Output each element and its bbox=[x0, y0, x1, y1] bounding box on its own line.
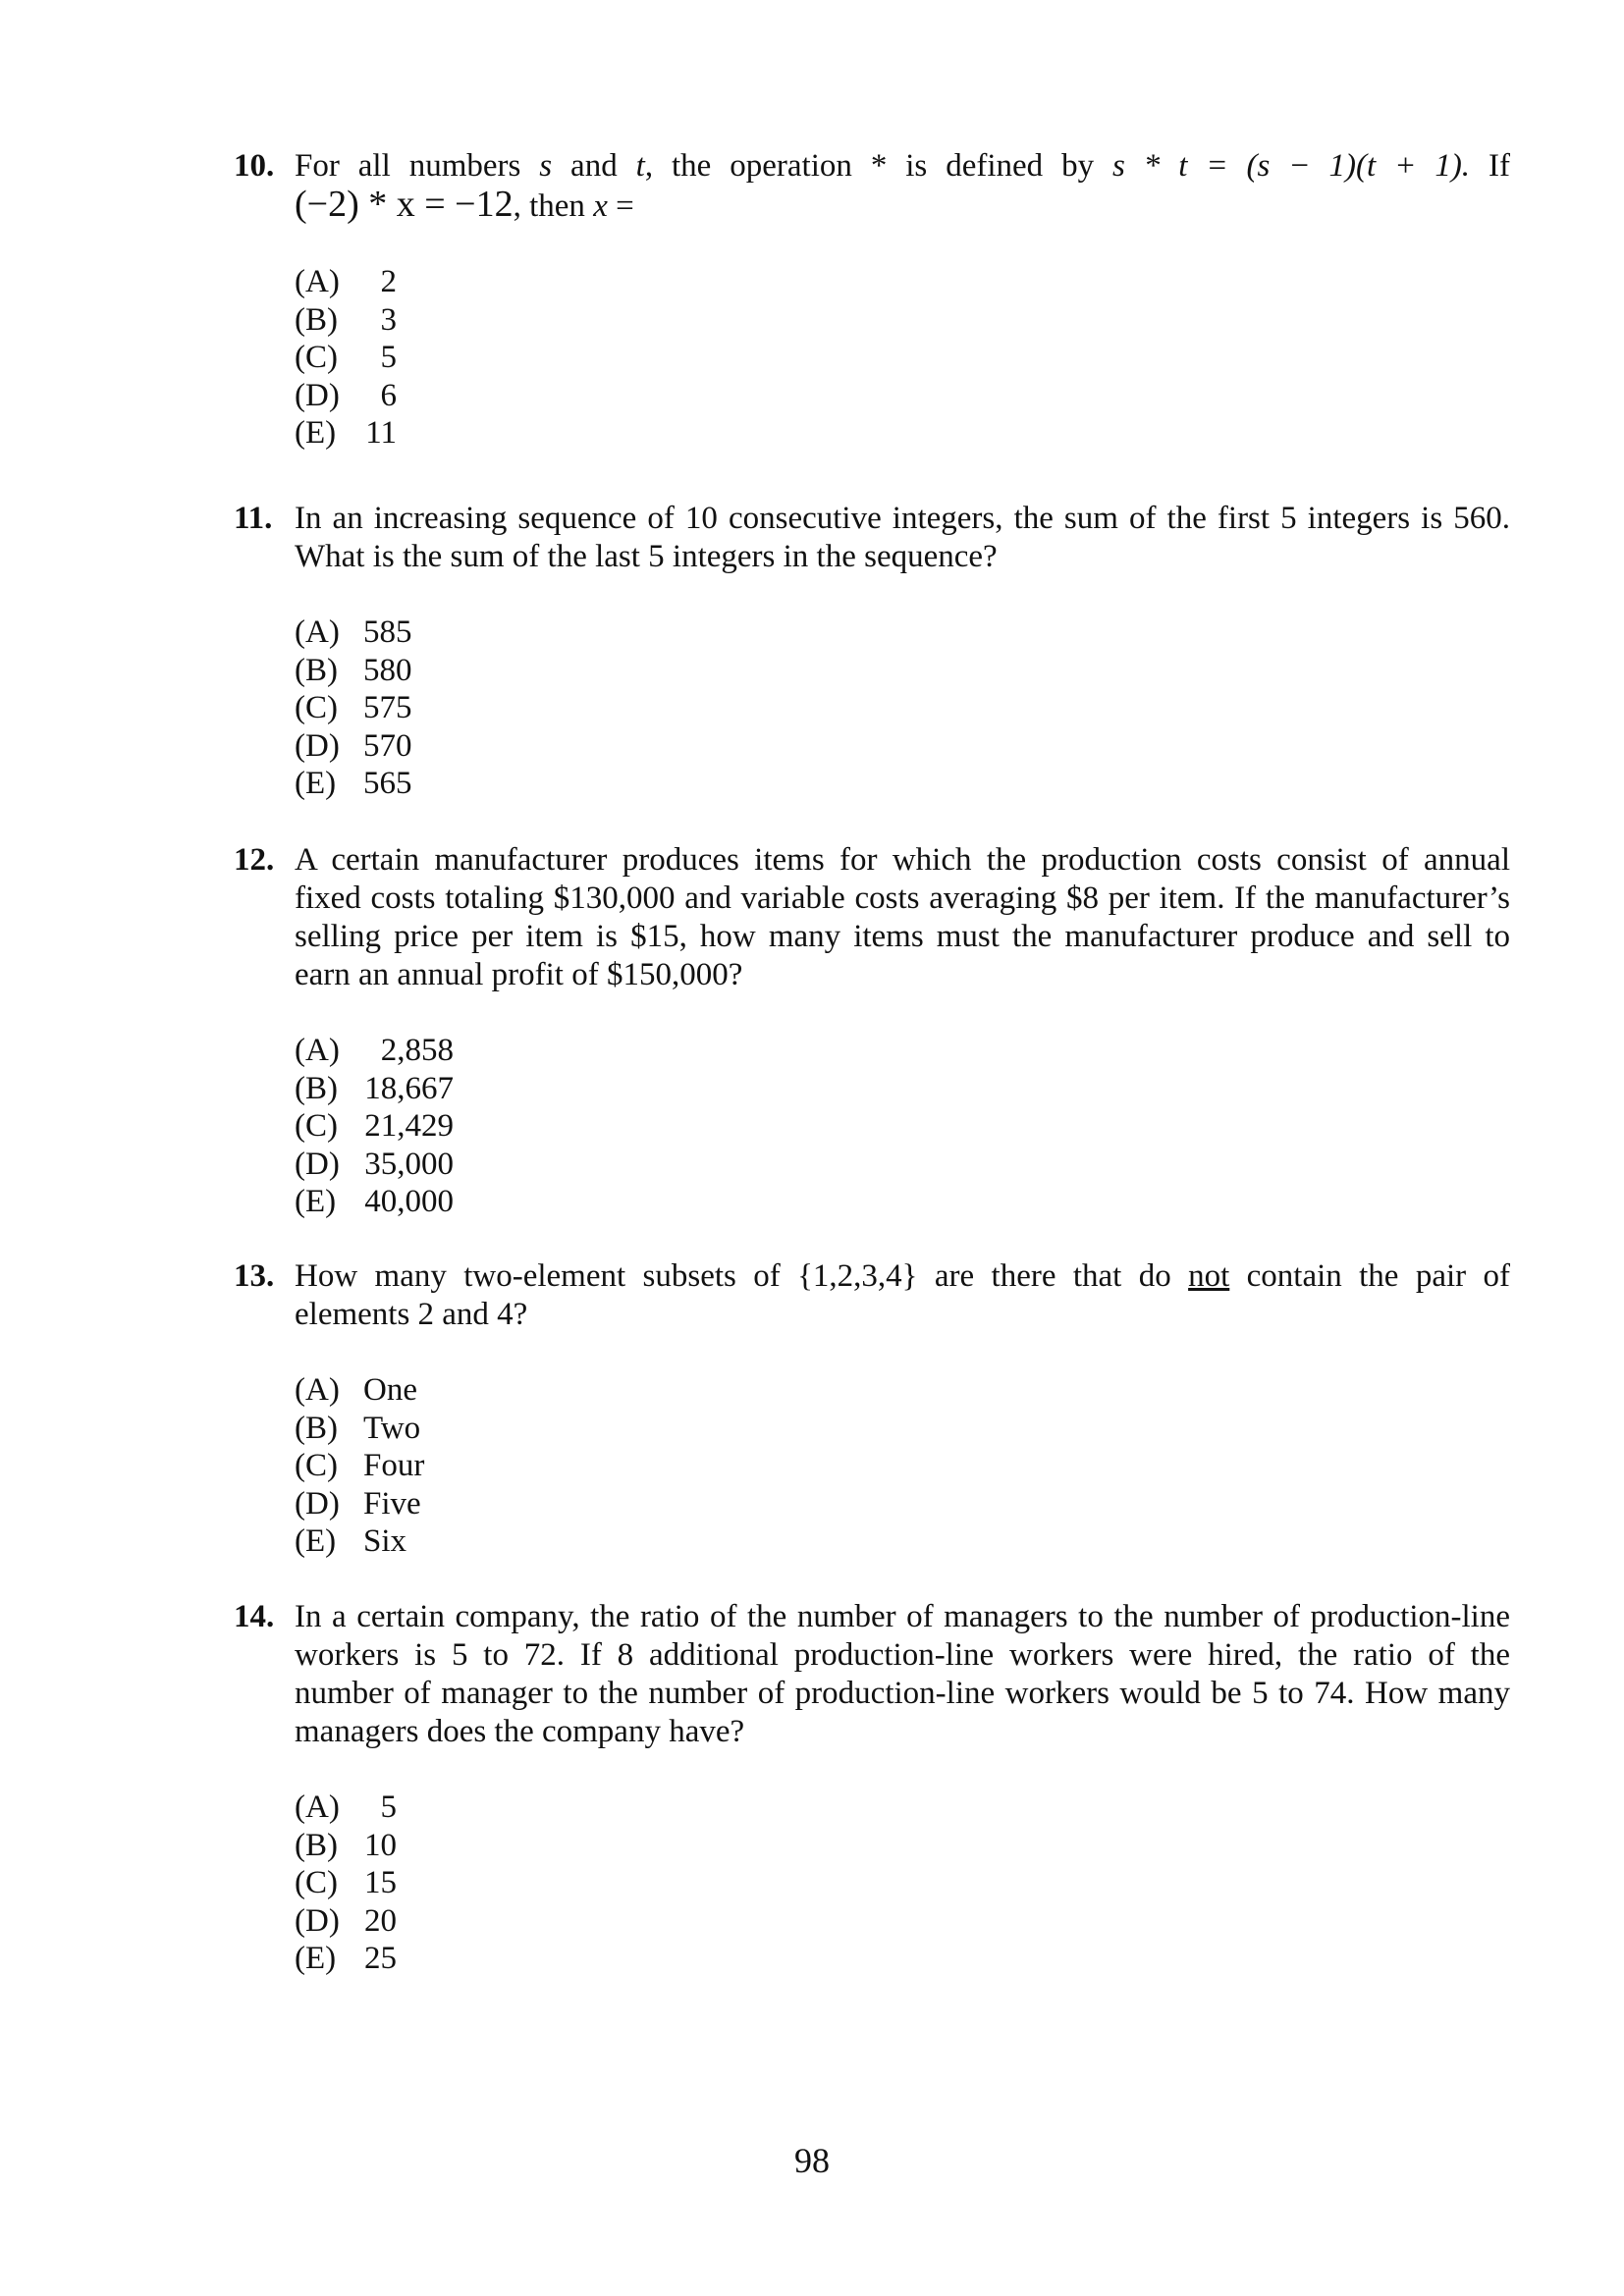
question-text bbox=[295, 500, 1510, 576]
math-expression: (−2) * x = −12 bbox=[295, 184, 514, 225]
answer-option: (D) 20 bbox=[295, 1902, 397, 1939]
answer-option: (E) 40,000 bbox=[295, 1184, 454, 1219]
question-line: elements 2 and 4? bbox=[295, 1297, 528, 1332]
answer-option: (E) Six bbox=[295, 1523, 407, 1559]
question-number: 14. bbox=[234, 1599, 275, 1634]
question-number: 11. bbox=[234, 501, 273, 536]
answer-option: (C) 5 bbox=[295, 340, 397, 375]
answer-option: (E) 565 bbox=[295, 766, 412, 801]
question-line: In an increasing sequence of 10 consecutive integers, the sum of the first 5 integers is 560. bbox=[295, 501, 1510, 536]
answer-options bbox=[295, 1789, 1510, 1978]
question-text bbox=[295, 147, 1510, 226]
question-text bbox=[295, 1598, 1510, 1751]
question-line: In a certain company, the ratio of the number of managers to the number of production-line bbox=[295, 1599, 1510, 1634]
answer-option: (C) 15 bbox=[295, 1865, 397, 1900]
answer-option: (C) 21,429 bbox=[295, 1108, 454, 1144]
question-line: selling price per item is $15, how many items must the manufacturer produce and sell to bbox=[295, 919, 1510, 954]
emphasis-underline: not bbox=[1188, 1258, 1230, 1294]
page-number: 98 bbox=[794, 2141, 830, 2180]
answer-option: (A) 585 bbox=[295, 614, 412, 650]
answer-option: (D) 6 bbox=[295, 377, 397, 413]
answer-options bbox=[295, 1371, 1510, 1561]
answer-option: (C) 575 bbox=[295, 690, 412, 725]
answer-option: (B) 18,667 bbox=[295, 1070, 454, 1106]
question-10 bbox=[234, 147, 1510, 453]
answer-option: (B) 580 bbox=[295, 652, 412, 688]
question-text bbox=[295, 841, 1510, 994]
question-line: How many two-element subsets of {1,2,3,4} are there that do not contain the pair of bbox=[295, 1258, 1510, 1294]
question-line: For all numbers s and t, the operation * is defined by s * t = (s − 1)(t + 1). If bbox=[295, 148, 1510, 184]
question-text bbox=[295, 1257, 1510, 1334]
question-line: managers does the company have? bbox=[295, 1714, 745, 1749]
question-line: A certain manufacturer produces items for which the production costs consist of annual bbox=[295, 842, 1510, 878]
answer-option: (D) Five bbox=[295, 1485, 421, 1522]
answer-option: (A) 2 bbox=[295, 264, 397, 299]
answer-option: (E) 11 bbox=[295, 415, 397, 451]
answer-option: (A) 2,858 bbox=[295, 1033, 454, 1068]
answer-options bbox=[295, 614, 1510, 803]
answer-option: (D) 35,000 bbox=[295, 1146, 454, 1182]
question-line: fixed costs totaling $130,000 and variable costs averaging $8 per item. If the manufacturer’s bbox=[295, 881, 1510, 916]
answer-option: (A) One bbox=[295, 1372, 417, 1408]
question-number: 13. bbox=[234, 1258, 275, 1294]
answer-option: (C) Four bbox=[295, 1448, 425, 1483]
answer-option: (A) 5 bbox=[295, 1789, 397, 1825]
question-number: 12. bbox=[234, 842, 275, 878]
question-14 bbox=[234, 1598, 1510, 1978]
answer-option: (E) 25 bbox=[295, 1941, 397, 1976]
answer-options bbox=[295, 1032, 1510, 1221]
answer-option: (B) 3 bbox=[295, 301, 397, 338]
question-13 bbox=[234, 1257, 1510, 1561]
question-line: (−2) * x = −12, then x = bbox=[295, 184, 634, 225]
question-line: workers is 5 to 72. If 8 additional production-line workers were hired, the ratio of the bbox=[295, 1637, 1510, 1673]
answer-option: (B) 10 bbox=[295, 1827, 397, 1863]
question-line: number of manager to the number of production-line workers would be 5 to 74. How many bbox=[295, 1676, 1510, 1711]
question-line: What is the sum of the last 5 integers in the sequence? bbox=[295, 539, 998, 574]
answer-option: (D) 570 bbox=[295, 727, 412, 764]
question-12 bbox=[234, 841, 1510, 1221]
question-11 bbox=[234, 500, 1510, 803]
question-number: 10. bbox=[234, 148, 275, 184]
answer-options bbox=[295, 263, 1510, 453]
question-line: earn an annual profit of $150,000? bbox=[295, 957, 743, 992]
answer-option: (B) Two bbox=[295, 1410, 421, 1446]
